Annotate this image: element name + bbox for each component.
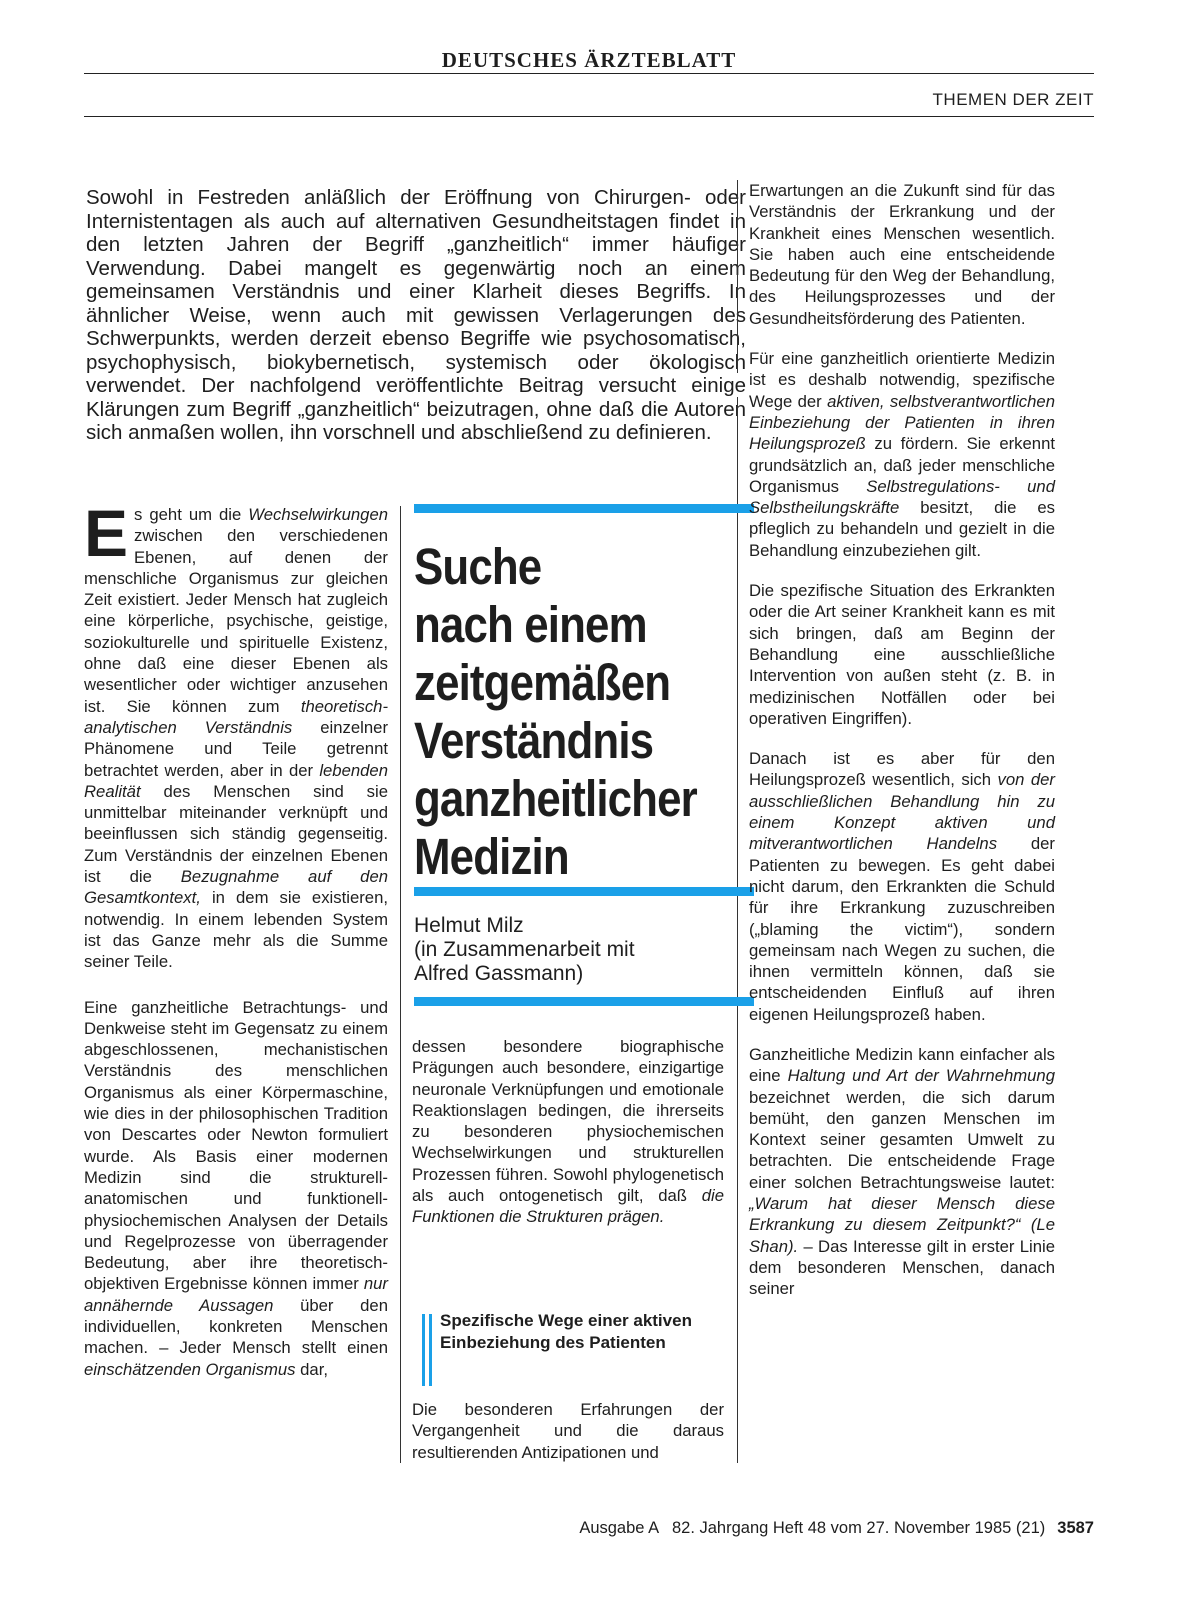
- title-line: Medizin: [414, 828, 569, 885]
- lead-divider: [737, 180, 738, 373]
- body-text: Für eine ganzheitlich orientierte Medizin ist es deshalb notwendig, spezifische Wege der: [749, 349, 1055, 411]
- emphasis-text: Haltung und Art der Wahrnehmung: [787, 1066, 1055, 1086]
- body-text: dar,: [295, 1359, 328, 1379]
- author-line: (in Zusammenarbeit mit: [414, 938, 635, 961]
- body-text: Danach ist es aber für den Heilungsprozeß wesentlich, sich: [749, 749, 1055, 790]
- body-text: dessen besondere biographische Prägungen auch besondere, einzigartige neuronale Verknüpfungen und emotionale Reaktionslagen bedingen, die ihrerseits zu besonderen physiochemischen Wechselwirkungen und strukturellen Prozessen führen. Sowohl phylogenetisch als auch ontogenetisch gilt, daß: [412, 1037, 724, 1206]
- footer: [579, 1519, 1094, 1538]
- col3-paragraph-5: [749, 1044, 1055, 1300]
- author-line: Alfred Gassmann): [414, 962, 584, 985]
- column-divider-1: [400, 506, 401, 1463]
- section-label: THEMEN DER ZEIT: [932, 90, 1094, 109]
- drop-cap: E: [84, 496, 129, 570]
- subheading-text: Spezifische Wege einer aktiven Einbeziehung des Patienten: [440, 1311, 692, 1352]
- title-line: zeitgemäßen: [414, 654, 671, 711]
- column-divider-2: [737, 397, 738, 1463]
- body-text: Eine ganzheitliche Betrachtungs- und Denkweise steht im Gegensatz zu einem abgeschlossenen, mechanistischen Verständnis des menschlichen Organismus als einer Körpermaschine, wie dies in der philosophischen Tradition von Descartes oder Newton formuliert wurde. Als Basis einer modernen Medizin sind die strukturell-anatomischen und funktionell-physiochemischen Analysen der Details und Regelprozesse von überragender Bedeutung, aber ihre theoretisch-objektiven Ergebnisse können immer: [84, 997, 388, 1294]
- masthead: DEUTSCHES ÄRZTEBLATT: [441, 48, 737, 72]
- title-line: Suche: [414, 538, 542, 595]
- header-rule: [84, 116, 1094, 117]
- title-line: nach einem: [414, 596, 647, 653]
- title-bar-middle: [414, 887, 754, 896]
- emphasis-text: nur annähernde Aussagen: [84, 1274, 388, 1315]
- title-bar-bottom: [414, 997, 754, 1006]
- body-text: Ganzheitliche Medizin kann einfacher als eine: [749, 1044, 1055, 1086]
- body-text: der Patienten zu bewegen. Es geht dabei nicht darum, den Erkrankten die Schuld für ihre Erkrankung zuzuschreiben („blaming the victim“), sondern gemeinsam nach Wegen zu suchen, die ihnen vermitteln können, daß sie entscheidenden Einfluß auf ihren eigenen Heilungsprozeß haben.: [749, 834, 1055, 1024]
- title-line: Verständnis: [414, 712, 654, 769]
- page-number: 3587: [1057, 1519, 1094, 1537]
- body-text: über den individuellen, konkreten Menschen machen. – Jeder Mensch stellt einen: [84, 1295, 388, 1358]
- column-2-lower: [412, 1399, 724, 1482]
- col3-paragraph-1: [749, 180, 1055, 329]
- emphasis-text: lebenden Realität: [84, 760, 388, 801]
- body-text: Die spezifische Situation des Erkrankten oder die Art seiner Krankheit kann es mit sich bringen, daß am Beginn der Behandlung eine ausschließliche Intervention von außen steht (z. B. in medizinischen Notfällen oder bei operativen Eingriffen).: [749, 581, 1055, 728]
- body-text: zwischen den verschiedenen Ebenen, auf denen der menschliche Organismus zur gleichen Zeit existiert. Jeder Mensch hat zugleich eine körperliche, psychische, geistige, soziokulturelle und spirituelle Existenz, ohne daß eine dieser Ebenen als wesentlicher oder wichtiger anzusehen ist. Sie können zum: [84, 526, 388, 716]
- article-title: [414, 538, 717, 886]
- body-text: in dem sie existieren, notwendig. In einem lebenden System ist das Ganze mehr als die Summe seiner Teile.: [84, 888, 388, 972]
- col3-paragraph-4: [749, 748, 1055, 1025]
- col1-paragraph-1: [84, 496, 389, 973]
- emphasis-text: aktiven, selbstverantwortlichen Einbeziehung der Patienten in ihren Heilungsprozeß: [749, 391, 1055, 454]
- body-text: Die besonderen Erfahrungen der Vergangenheit und die daraus resultierenden Antizipationen und: [412, 1400, 724, 1462]
- body-text: des Menschen sind sie unmittelbar miteinander verknüpft und beeinflussen sich ständig gegenseitig. Zum Verständnis der einzelnen Ebenen ist die: [84, 781, 388, 887]
- col3-paragraph-3: [749, 580, 1055, 729]
- emphasis-text: Bezugnahme auf den Gesamtkontext,: [84, 867, 389, 908]
- author-block: [414, 914, 635, 986]
- body-text: einzelner Phänomene und Teile getrennt betrachtet werden, aber in der: [84, 717, 388, 780]
- issue-info: Ausgabe A 82. Jahrgang Heft 48 vom 27. November 1985 (21): [579, 1519, 1046, 1537]
- title-bar-top: [414, 504, 754, 513]
- body-text: zu fördern. Sie erkennt grundsätzlich an, daß jeder menschliche Organismus: [749, 434, 1055, 496]
- body-text: besitzt, die es pfleglich zu behandeln und gezielt in die Behandlung einzubeziehen gilt.: [749, 498, 1055, 560]
- col1-paragraph-2: [84, 997, 388, 1380]
- column-2-upper: [412, 1036, 724, 1247]
- col1-p1-text: [84, 496, 389, 972]
- emphasis-text: Wechselwirkungen: [248, 505, 388, 524]
- col2-paragraph-1: [412, 1036, 724, 1228]
- lead-paragraph: Sowohl in Festreden anläßlich der Eröffnung von Chirurgen- oder Internistentagen als auch auf alternativen Gesundheitstagen findet in den letzten Jahren der Begriff „ganzheitlich“ immer häufiger Verwendung. Dabei mangelt es gegenwärtig noch an einem gemeinsamen Verständnis und einer Klarheit dieses Begriffs. In ähnlicher Weise, wenn auch mit gewissen Verlagerungen des Schwerpunkts, werden derzeit ebenso Begriffe wie psychosomatisch, psychophysisch, biokybernetisch, systemisch oder ökologisch verwendet. Der nachfolgend veröffentlichte Beitrag versucht einige Klärungen zum Begriff „ganzheitlich“ beizutragen, ohne daß die Autoren sich anmaßen wollen, ihn vorschnell und abschließend zu definieren.: [86, 186, 746, 444]
- emphasis-text: Selbstregulations- und Selbstheilungskräfte: [749, 476, 1055, 518]
- author-line: Helmut Milz: [414, 914, 524, 937]
- col2-paragraph-2: [412, 1399, 724, 1463]
- body-text: bezeichnet werden, die sich darum bemüht, den ganzen Menschen im Kontext seiner gesamten Umwelt zu betrachten. Die entscheidende Frage einer solchen Betrachtungsweise lautet:: [749, 1087, 1055, 1192]
- title-line: ganzheitlicher: [414, 770, 697, 827]
- emphasis-text: „Warum hat dieser Mensch diese Erkrankung zu diesem Zeitpunkt?“ (Le Shan).: [749, 1194, 1055, 1256]
- emphasis-text: theoretisch-analytischen Verständnis: [84, 696, 388, 737]
- emphasis-text: die Funktionen die Strukturen prägen.: [412, 1186, 724, 1227]
- column-3: [749, 180, 1055, 1319]
- subheading-marker: [422, 1314, 432, 1386]
- body-text: s geht um die: [134, 505, 249, 524]
- column-1: [84, 496, 389, 1399]
- col3-paragraph-2: [749, 348, 1055, 561]
- emphasis-text: einschätzenden Organismus: [84, 1359, 296, 1379]
- emphasis-text: von der ausschließlichen Behandlung hin zu einem Konzept aktiven und mitverantwortlichen Handelns: [749, 770, 1055, 854]
- body-text: Erwartungen an die Zukunft sind für das Verständnis der Erkrankung und der Krankheit eines Menschen wesentlich. Sie haben auch eine entscheidende Bedeutung für den Weg der Behandlung, des Heilungsprozesses und der Gesundheitsförderung des Patienten.: [749, 181, 1055, 328]
- body-text: – Das Interesse gilt in erster Linie dem besonderen Menschen, danach seiner: [749, 1236, 1055, 1299]
- masthead-rule: [84, 73, 1094, 74]
